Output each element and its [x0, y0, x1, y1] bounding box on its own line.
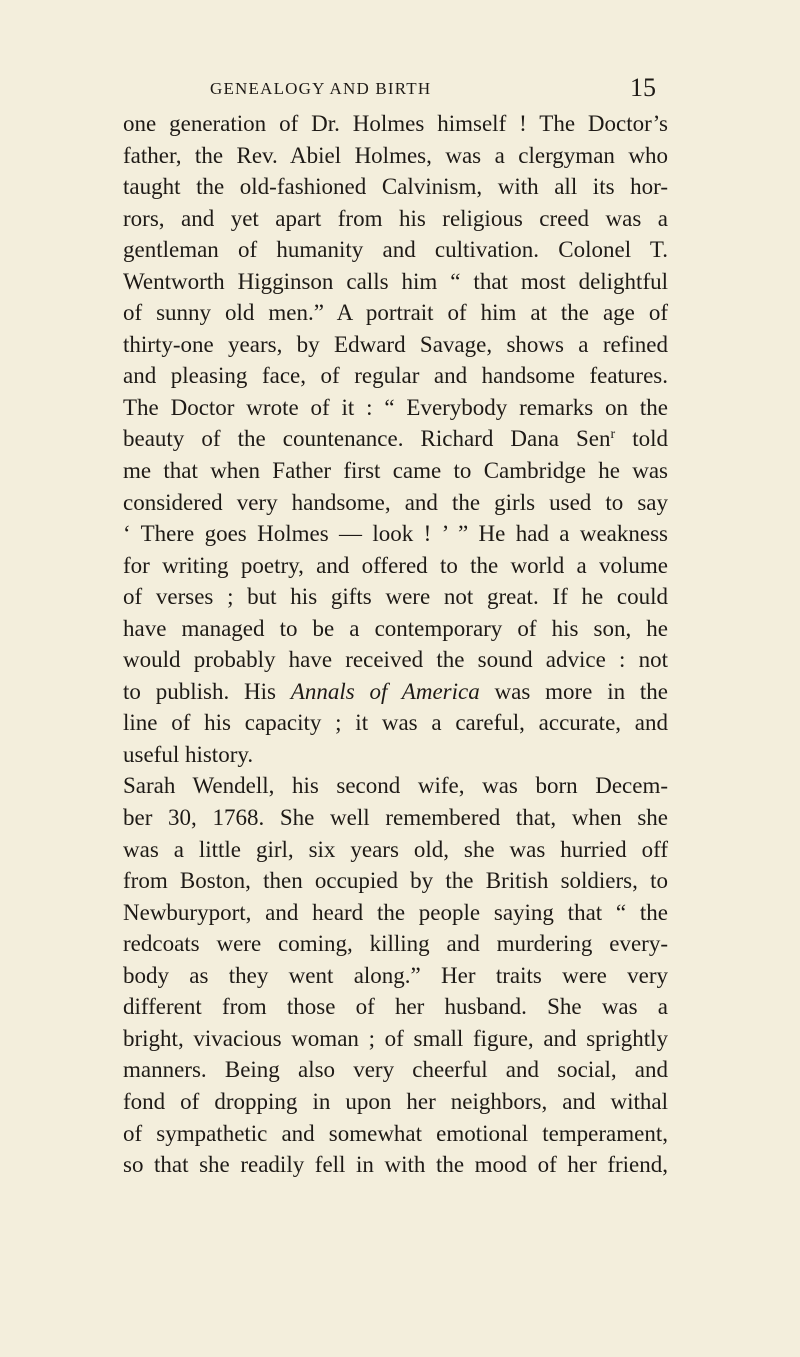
text-line [123, 676, 668, 708]
running-title: GENEALOGY AND BIRTH [210, 79, 432, 98]
text-line: Newburyport, and heard the people saying that “ the [123, 899, 668, 925]
text-line: of verses ; but his gifts were not great. If he could [123, 584, 668, 610]
text-line: gentleman of humanity and cultivation. Colonel T. [123, 237, 668, 263]
text-line: taught the old-fashioned Calvinism, with all its hor- [123, 174, 668, 200]
text-line [123, 423, 668, 455]
line-text: was more in the [479, 678, 669, 704]
text-line: Sarah Wendell, his second wife, was born Decem- [123, 773, 668, 799]
text-line: ‘ There goes Holmes — look ! ’ ” He had a weakness [123, 521, 668, 547]
text-line: for writing poetry, and offered to the world a volume [123, 552, 668, 578]
text-line: of sunny old men.” A portrait of him at the age of [123, 300, 668, 326]
line-text: beauty of the countenance. Richard Dana Sen [123, 426, 611, 452]
text-line: The Doctor wrote of it : “ Everybody remarks on the [123, 394, 668, 420]
text-line: ber 30, 1768. She well remembered that, when she [123, 805, 668, 831]
page-number: 15 [630, 73, 656, 102]
text-line: thirty-one years, by Edward Savage, shows a refined [123, 331, 668, 357]
text-line: me that when Father first came to Cambridge he was [123, 458, 668, 484]
text-line: rors, and yet apart from his religious creed was a [123, 205, 668, 231]
text-line: would probably have received the sound advice : not [123, 647, 668, 673]
superscript: r [610, 427, 616, 443]
text-line: was a little girl, six years old, she was hurried off [123, 836, 668, 862]
text-line: of sympathetic and somewhat emotional temperament, [123, 1120, 668, 1146]
text-line: have managed to be a contemporary of his son, he [123, 615, 668, 641]
text-line: father, the Rev. Abiel Holmes, was a clergyman who [123, 142, 668, 168]
text-line: and pleasing face, of regular and handsome features. [123, 363, 668, 389]
text-line: bright, vivacious woman ; of small figure, and sprightly [123, 1025, 668, 1051]
text-line: manners. Being also very cheerful and social, and [123, 1057, 668, 1083]
text-line: considered very handsome, and the girls used to say [123, 489, 668, 515]
text-line: Wentworth Higginson calls him “ that most delightful [123, 268, 668, 294]
text-line: body as they went along.” Her traits were very [123, 962, 668, 988]
text-line: from Boston, then occupied by the British soldiers, to [123, 868, 668, 894]
text-line: different from those of her husband. She was a [123, 994, 668, 1020]
body-text [123, 108, 668, 1181]
text-line: line of his capacity ; it was a careful, accurate, and [123, 710, 668, 736]
text-line: redcoats were coming, killing and murdering every- [123, 931, 668, 957]
text-line: so that she readily fell in with the mood of her friend, [123, 1152, 668, 1178]
text-line: fond of dropping in upon her neighbors, and withal [123, 1088, 668, 1114]
running-head [0, 75, 800, 105]
text-line: one generation of Dr. Holmes himself ! The Doctor’s [123, 111, 668, 136]
line-text: to publish. His [123, 678, 276, 704]
book-title-italic: Annals of America [290, 678, 480, 704]
line-text: told [615, 426, 669, 452]
text-line: useful history. [123, 741, 254, 767]
